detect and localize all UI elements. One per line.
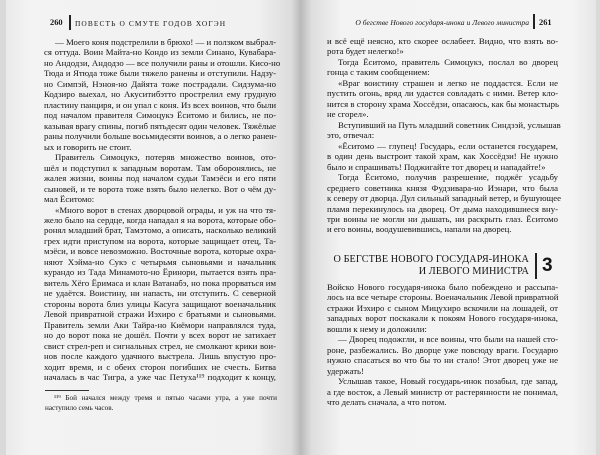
text-line: «Ёситомо — глупец! Государь, если останется государем,	[338, 140, 558, 151]
text-line: мэёси, и вовсе невозможно. Восточные ворота, которые охра-	[44, 246, 276, 257]
text-line: Тогда Ёситомо, получив разрешение, поджёг усадьбу	[338, 172, 558, 183]
text-line: сыновей, и те ворота тоже взять было нелегко. Вот о чём ду-	[44, 183, 276, 194]
text-line: нов после каждого удачного выстрела. Лишь впустую про-	[44, 351, 276, 362]
paragraph	[327, 376, 558, 407]
text-line: стороны ворота близ улицы Касуга защищают военачальник	[44, 298, 276, 309]
text-line: «Враг воистину страшен и легко не поддастся. Если не	[338, 77, 558, 88]
chapter-number: 3	[542, 255, 553, 276]
text-line: гонца с таким сообщением:	[327, 67, 430, 78]
paragraph	[327, 141, 558, 172]
text-line: витель Хёго Ёримаса и клан Ватанабэ, но пока прорваться им	[44, 277, 276, 288]
paragraph	[44, 37, 281, 152]
text-line: удержать!	[327, 365, 364, 376]
text-line: Вступивший на Путь младший советник Синдзэй, услышав	[338, 119, 561, 130]
text-line: нится в сторону храма Хоссёдзи, опасаюсь, как бы монастырь	[327, 98, 559, 109]
text-line: Правитель земли Аки Тайра-но Киёмори направлялся туда,	[44, 319, 276, 330]
text-line: но Симпэй, Нэноя-но Дайята тоже пострадали. Сидзума-но	[44, 78, 276, 89]
text-line: не сгорел».	[327, 109, 369, 120]
header-divider	[69, 15, 71, 30]
right-page	[300, 0, 596, 455]
chapter-title	[333, 254, 529, 278]
text-line: стражи Иэхиро с сыном Мицухиро вскочили на лошадей, от	[327, 302, 558, 313]
text-line: жалея жизни, воины под началом судьи Тамэёси и его пяти	[44, 173, 276, 184]
text-line: среднего советника князя Фудзивара-но Иэнари, что была	[327, 182, 558, 193]
text-line: ых и говорить не стоит.	[44, 141, 132, 152]
text-line: но Андодзи, Андодзо — все получили раны и отошли. Кисо-но	[44, 57, 281, 68]
text-line: рота будет нелегко!»	[327, 46, 404, 57]
footnote-rule	[45, 390, 89, 391]
text-line: Услышав такое, Новый государь-инок позабыл, где запад,	[338, 376, 558, 387]
text-line: Правитель Симоцукэ, потеряв множество воинов, ото-	[55, 152, 276, 163]
text-line: жело было на сердце, когда нападал я на ворота, которые обо-	[44, 214, 276, 225]
text-line: Тогда Ёситомо, правитель Симоцукэ, послал во дворец	[338, 56, 558, 67]
running-title: О бегстве Нового государя-инока и Левого министра	[355, 18, 529, 27]
paragraph	[327, 78, 558, 120]
text-line: ходит время, и с обеих сторон погибших не счесть. Битва	[44, 361, 276, 372]
paragraph	[327, 57, 558, 78]
text-line: к северу от дворца. Дул сильный западный ветер, и бушующее	[327, 193, 562, 204]
text-line: раны получили больше восьмидесяти воинов, а о легко ранен-	[44, 131, 277, 142]
page-number: 260	[50, 18, 63, 27]
body-text	[327, 36, 562, 235]
left-page	[6, 0, 300, 455]
text-line: — Дворец подожгли, и все воины, что были на нашей сто-	[338, 334, 558, 345]
paragraph	[327, 119, 561, 141]
paragraph	[44, 205, 276, 383]
text-line: но до ворот пока не дошёл. Почти у всех ворот не затихает	[44, 330, 276, 341]
paragraph	[327, 172, 562, 235]
paragraph	[327, 334, 558, 376]
page-number: 261	[539, 18, 552, 27]
footnote-line: ¹¹⁹ Бой начался между тремя и пятью часами утра, а уже почти	[54, 394, 277, 402]
text-line: роне, разбежались. Во дворце уже повсюду враги. Государю	[327, 344, 558, 355]
text-line: пламя перекинулось на дворец. От дыма находившиеся вну-	[327, 203, 558, 214]
text-line: Войско Нового государя-инока было побеждено и рассыпа-	[327, 282, 558, 292]
text-line: няют Хэйма-но Сукэ с четырьмя сыновьями и начальник	[44, 256, 276, 267]
text-line: «Много ворот в стенах дворцовой ограды, и уж на что тя-	[55, 204, 276, 215]
footnote-line: наступило семь часов.	[45, 403, 114, 412]
text-line: и его воины, воодушевившись, напали на дворец.	[327, 224, 512, 235]
header-divider	[533, 14, 535, 29]
text-line: казывая врагу спины, погиб пятьдесят один человек. Тяжёлые	[44, 120, 276, 131]
paragraph	[44, 152, 276, 204]
text-line: западных ворот поскакали к покоям Нового государя-инока,	[327, 313, 558, 324]
chapter-title-line: О БЕГСТВЕ НОВОГО ГОСУДАРЯ-ИНОКА	[333, 254, 529, 265]
body-text	[44, 37, 281, 382]
text-line: в один день выстроит такой храм, как Хоссёдзи! Не нужно	[327, 151, 558, 162]
text-line: Левой привратной стражи Иэхиро с братьями и сыновьями.	[44, 309, 276, 320]
text-line: было и спрашивать! Поджигайте тот дворец и нападайте!»	[327, 161, 546, 172]
text-line: ронял младший брат, Тамэтомо, а описать, насколько великий	[44, 225, 276, 236]
text-line: — Моего коня подстрелили в брюхо! — и ползком выбрал-	[55, 37, 276, 47]
text-line: пластину панциря, и он упал с коня. Из всех воинов, что были	[44, 99, 277, 110]
text-line: мал Ёситомо:	[44, 194, 95, 205]
paragraph	[327, 36, 558, 57]
text-line: нужно спасаться во что бы то ни стало! Этот дворец уже не	[327, 355, 558, 366]
text-line: что делать сначала, а что потом.	[327, 397, 447, 408]
chapter-divider	[535, 253, 537, 279]
text-line: шёл и подступил к западным воротам. Там оборонялись, не	[44, 162, 276, 173]
text-line: ся оттуда. Воин Майта-но Кондо из земли Синано, Кувабара-	[44, 47, 276, 58]
text-line: не удаётся. Воистину, ни напасть, ни отступить. С северной	[44, 288, 276, 299]
text-line: и всё ещё неясно, кто скорее ослабеет. Видно, что взять во-	[327, 36, 558, 46]
text-line: лось на все четыре стороны. Военачальник Левой привратной	[327, 292, 559, 303]
text-line: курандо из Тада Минамото-но Ёринори, пытается взять пра-	[44, 267, 276, 278]
text-line: грех идти приступом на ворота, которые защищает отец, Та-	[44, 235, 276, 246]
paragraph	[327, 282, 558, 334]
chapter-title-line: И ЛЕВОГО МИНИСТРА	[418, 266, 529, 277]
text-line: под началом правителя Симоцукэ Ёситомо и бились, не по-	[44, 110, 276, 121]
text-line: это, отвечал:	[327, 130, 375, 141]
text-line: три воины не могли ни дышать, ни раскрыть глаз. Ёситомо	[327, 213, 558, 224]
text-line: свист стрел-реп и сигнальных стрел, не смолкают крики вои-	[44, 340, 276, 351]
text-line: началась в час Тигра, а уже час Петуха¹¹⁹ подходит к концу,	[44, 372, 276, 382]
text-line: вошли к нему и доложили:	[327, 323, 427, 334]
text-line: Тюда и Ятюда тоже были тяжело ранены и отступили. Надзу-	[44, 68, 276, 79]
running-title: ПОВЕСТЬ О СМУТЕ ГОДОВ ХОГЭН	[75, 19, 227, 28]
text-line: пустить огонь, вряд ли удастся совладать с ними. Ветер кло-	[327, 88, 558, 99]
text-line: а где восток, а Левый министр от растерянности не понимал,	[327, 386, 558, 397]
text-line: Кодзиро выехал, но Акуситибэтто прострелил ему грудную	[44, 89, 276, 100]
footnote	[45, 394, 277, 413]
body-text	[327, 282, 558, 408]
